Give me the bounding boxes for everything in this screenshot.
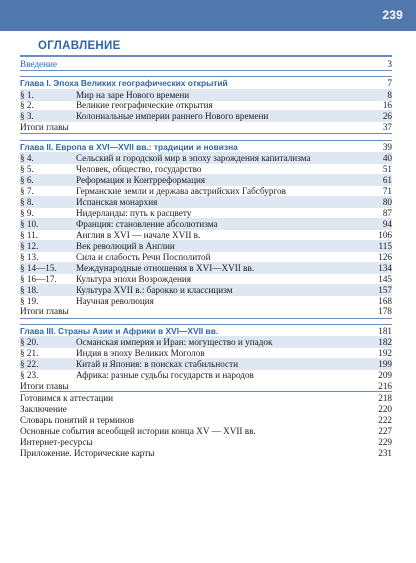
entry-page-number: 40	[382, 153, 392, 163]
entry-page-number: 8	[387, 90, 392, 100]
entry-title: Колониальные империи раннего Нового времени	[76, 111, 269, 121]
entry-page-number: 178	[378, 306, 392, 316]
toc-entry[interactable]	[20, 305, 392, 317]
section-number: § 2.	[20, 100, 34, 110]
entry-title: Испанская монархия	[76, 197, 158, 207]
section-number: § 9.	[20, 208, 34, 218]
entry-page-number: 181	[378, 326, 392, 336]
entry-page-number: 218	[378, 393, 392, 403]
entry-page-number: 220	[378, 404, 392, 414]
entry-page-number: 106	[378, 230, 392, 240]
entry-page-number: 192	[378, 348, 392, 358]
page-header-bar	[0, 0, 416, 31]
entry-title: Человек, общество, государство	[76, 164, 202, 174]
entry-page-number: 71	[382, 186, 392, 196]
divider-rule	[20, 318, 392, 319]
page-number: 239	[382, 8, 403, 22]
entry-title: Итоги главы	[20, 306, 69, 316]
entry-page-number: 37	[382, 122, 392, 132]
entry-title: Век революций в Англии	[76, 241, 175, 251]
section-number: § 20.	[20, 337, 39, 347]
entry-title: Научная революция	[76, 296, 154, 306]
entry-title: Китай и Япония: в поисках стабильности	[76, 359, 239, 369]
entry-title: Культура эпохи Возрождения	[76, 274, 192, 284]
section-number: § 23.	[20, 370, 39, 380]
entry-title: Германские земли и держава австрийских Габсбургов	[76, 186, 286, 196]
entry-page-number: 39	[382, 142, 392, 152]
entry-page-number: 51	[382, 164, 392, 174]
entry-title: Мир на заре Нового времени	[76, 90, 190, 100]
divider-rule	[20, 324, 392, 325]
section-number: § 7.	[20, 186, 34, 196]
entry-title: Итоги главы	[20, 381, 69, 391]
section-number: § 16—17.	[20, 274, 57, 284]
section-number: § 13.	[20, 252, 39, 262]
divider-rule	[20, 55, 392, 57]
entry-title: Нидерланды: путь к расцвету	[76, 208, 192, 218]
entry-page-number: 26	[382, 111, 392, 121]
entry-title: Глава I. Эпоха Великих географических открытий	[20, 78, 228, 88]
entry-title: Культура XVII в.: барокко и классицизм	[76, 285, 233, 295]
entry-title: Глава II. Европа в XVI—XVII вв.: традиции и новизна	[20, 142, 238, 152]
entry-page-number: 209	[378, 370, 392, 380]
entry-page-number: 134	[378, 263, 392, 273]
entry-page-number: 231	[378, 448, 392, 458]
section-number: § 22.	[20, 359, 39, 369]
entry-page-number: 3	[387, 59, 392, 69]
divider-rule	[20, 140, 392, 141]
entry-title: Готовимся к аттестации	[20, 393, 114, 403]
divider-rule	[20, 70, 392, 71]
entry-title: Англия в XVI — начале XVII в.	[76, 230, 201, 240]
entry-page-number: 157	[378, 285, 392, 295]
entry-page-number: 229	[378, 437, 392, 447]
section-number: § 10.	[20, 219, 39, 229]
section-number: § 8.	[20, 197, 34, 207]
entry-page-number: 87	[382, 208, 392, 218]
entry-title: Словарь понятий и терминов	[20, 415, 134, 425]
entry-page-number: 61	[382, 175, 392, 185]
page-title: ОГЛАВЛЕНИЕ	[38, 40, 121, 52]
entry-page-number: 182	[378, 337, 392, 347]
entry-title: Африка: разные судьбы государств и народов	[76, 370, 254, 380]
divider-rule	[20, 76, 392, 77]
divider-rule	[20, 133, 392, 134]
entry-title: Великие географические открытия	[76, 100, 213, 110]
entry-title: Глава III. Страны Азии и Африки в XVI—XVII вв.	[20, 326, 219, 336]
entry-page-number: 126	[378, 252, 392, 262]
toc-entry[interactable]	[20, 58, 392, 70]
entry-title: Приложение. Исторические карты	[20, 448, 155, 458]
toc-entry[interactable]	[20, 121, 392, 133]
section-number: § 1.	[20, 90, 34, 100]
section-number: § 14—15.	[20, 263, 57, 273]
entry-page-number: 168	[378, 296, 392, 306]
entry-page-number: 222	[378, 415, 392, 425]
entry-title: Реформация и Контрреформация	[76, 175, 206, 185]
entry-title: Франция: становление абсолютизма	[76, 219, 218, 229]
entry-page-number: 115	[378, 241, 392, 251]
entry-title: Османская империя и Иран: могущество и упадок	[76, 337, 273, 347]
section-number: § 6.	[20, 175, 34, 185]
toc-entry[interactable]	[20, 447, 392, 459]
section-number: § 5.	[20, 164, 34, 174]
section-number: § 4.	[20, 153, 34, 163]
section-number: § 12.	[20, 241, 39, 251]
section-number: § 19.	[20, 296, 39, 306]
section-number: § 11.	[20, 230, 39, 240]
divider-rule	[20, 391, 392, 392]
entry-title: Введение	[20, 59, 58, 69]
section-number: § 3.	[20, 111, 34, 121]
section-number: § 21.	[20, 348, 39, 358]
entry-page-number: 145	[378, 274, 392, 284]
entry-title: Итоги главы	[20, 122, 69, 132]
entry-title: Сила и слабость Речи Посполитой	[76, 252, 211, 262]
entry-page-number: 80	[382, 197, 392, 207]
entry-page-number: 199	[378, 359, 392, 369]
entry-page-number: 16	[382, 100, 392, 110]
entry-title: Сельский и городской мир в эпоху зарождения капитализма	[76, 153, 311, 163]
entry-page-number: 216	[378, 381, 392, 391]
entry-page-number: 7	[387, 78, 392, 88]
entry-page-number: 227	[378, 426, 392, 436]
entry-title: Основные события всеобщей истории конца XV — XVII вв.	[20, 426, 256, 436]
entry-page-number: 94	[382, 219, 392, 229]
section-number: § 18.	[20, 285, 39, 295]
entry-title: Индия в эпоху Великих Моголов	[76, 348, 205, 358]
entry-title: Интернет-ресурсы	[20, 437, 93, 447]
entry-title: Заключение	[20, 404, 67, 414]
entry-title: Международные отношения в XVI—XVII вв.	[76, 263, 255, 273]
chapter-heading-row[interactable]	[20, 77, 392, 89]
